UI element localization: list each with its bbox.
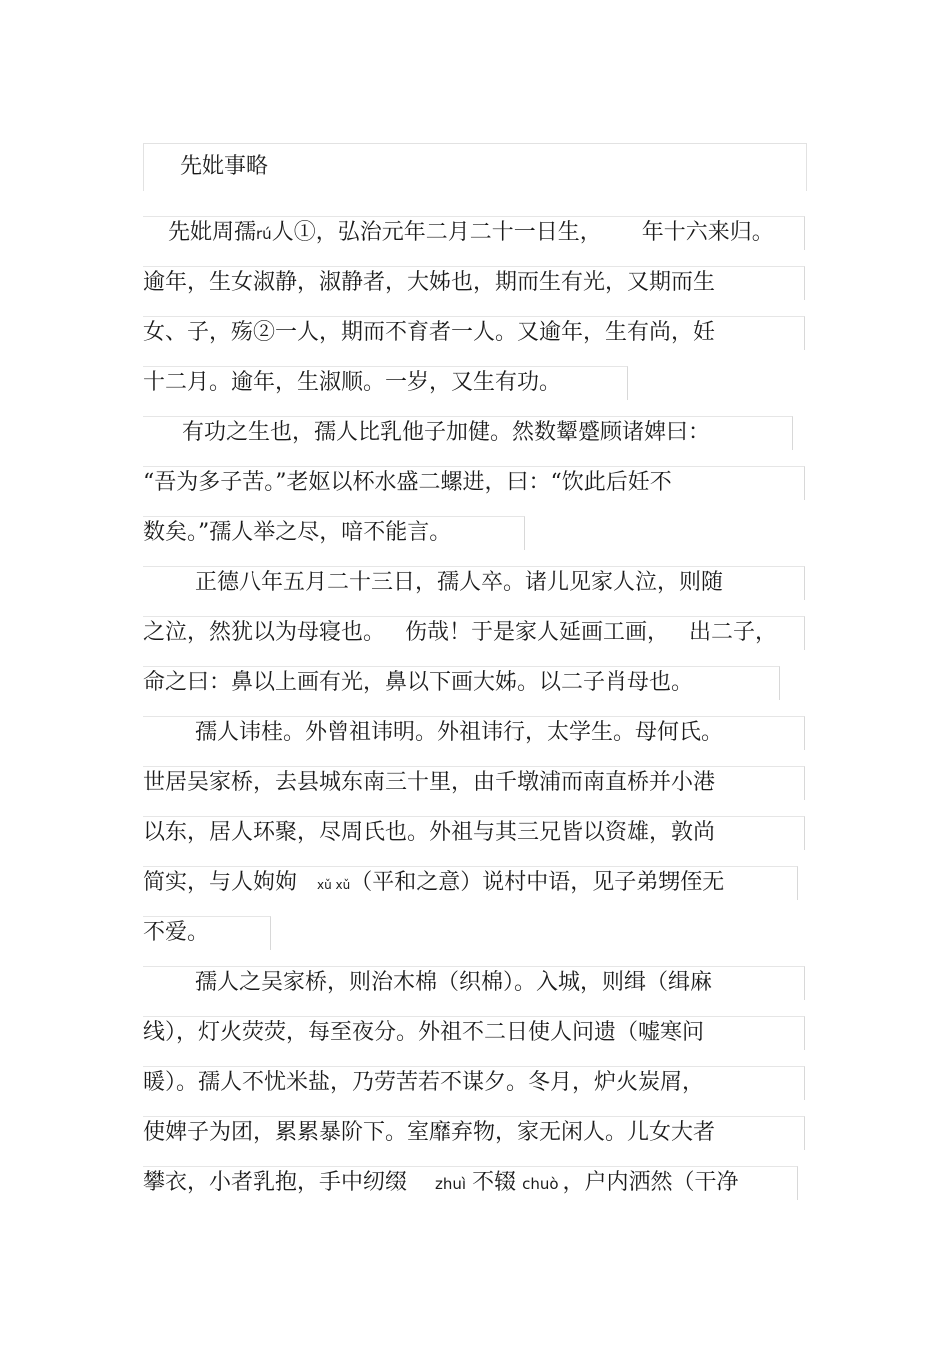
text-segment: 伤哉！于是家人延画工画，	[405, 620, 670, 645]
text-line	[143, 766, 715, 800]
text-line	[143, 1016, 704, 1050]
text-line	[143, 666, 693, 700]
text-segment: 孺人讳桂。外曾祖讳明。外祖讳行，太学生。母何氏。	[195, 720, 724, 745]
text-segment: 不爱。	[143, 920, 210, 945]
text-line	[143, 916, 209, 950]
text-line	[143, 866, 724, 902]
text-line	[143, 816, 715, 850]
pinyin-annotation: rú	[256, 225, 272, 243]
text-segment: （平和之意）说村中语，见子弟甥侄无	[350, 870, 725, 895]
pinyin-annotation: xǔ xǔ	[317, 878, 351, 892]
text-segment: 世居吴家桥，去县城东南三十里，由千墩浦而南直桥并小港	[143, 770, 716, 795]
text-segment: 暖）。孺人不忧米盐，乃劳苦若不谋夕。冬月，炉火炭屑，	[143, 1070, 705, 1095]
text-segment: “吾为多子苦。”老妪以杯水盛二螺进，曰：“饮此后妊不	[143, 470, 672, 495]
text-line	[143, 1166, 739, 1201]
page-title: 先妣事略	[180, 154, 269, 179]
text-line	[143, 1116, 715, 1150]
text-line	[195, 566, 723, 600]
text-line	[143, 1066, 704, 1100]
text-segment: 正德八年五月二十三日，孺人卒。诸儿见家人泣，则随	[195, 570, 724, 595]
text-segment: 数矣。”孺人举之尽，喑不能言。	[143, 520, 452, 545]
text-line	[182, 416, 710, 450]
text-line	[195, 966, 712, 1000]
text-line	[143, 316, 715, 350]
text-segment: 使婢子为团，累累暴阶下。室靡弃物，家无闲人。儿女大者	[143, 1120, 716, 1145]
text-segment: ，户内洒然（干净	[562, 1170, 739, 1195]
text-segment: 出二子，	[689, 620, 778, 645]
text-segment: 逾年，生女淑静，淑静者，大姊也，期而生有光，又期而生	[143, 270, 716, 295]
text-segment: 十二月。逾年，生淑顺。一岁，又生有功。	[143, 370, 562, 395]
text-segment: 女、子，殇②一人，期而不育者一人。又逾年，生有尚，妊	[143, 320, 716, 345]
text-line	[143, 466, 672, 500]
text-segment: 命之曰：鼻以上画有光，鼻以下画大姊。以二子肖母也。	[143, 670, 694, 695]
text-line	[143, 616, 777, 650]
text-segment: 之泣，然犹以为母寝也。	[143, 620, 386, 645]
text-line	[168, 216, 774, 251]
text-segment: 攀衣，小者乳抱，手中纫缀	[143, 1170, 408, 1195]
text-segment: 孺人之吴家桥，则治木棉（织棉）。入城，则缉（缉麻	[195, 970, 713, 995]
pinyin-annotation: zhuì	[435, 1175, 467, 1193]
text-segment: 人①，弘治元年二月二十一日生，	[271, 220, 602, 245]
text-segment: 以东，居人环聚，尽周氏也。外祖与其三兄皆以资雄，敦尚	[143, 820, 716, 845]
text-segment: 不辍	[472, 1170, 517, 1195]
text-line	[143, 366, 561, 400]
text-segment: 先妣周孺	[168, 220, 257, 245]
text-segment: 线），灯火荧荧，每至夜分。外祖不二日使人问遗（嘘寒问	[143, 1020, 705, 1045]
text-segment: 有功之生也，孺人比乳他子加健。然数颦蹙顾诸婢曰：	[182, 420, 711, 445]
text-line	[195, 716, 723, 750]
text-segment: 简实，与人姁姁	[143, 870, 298, 895]
text-segment: 年十六来归。	[641, 220, 774, 245]
text-line	[143, 266, 715, 300]
pinyin-annotation: chuò	[522, 1175, 559, 1193]
text-line	[143, 516, 451, 550]
